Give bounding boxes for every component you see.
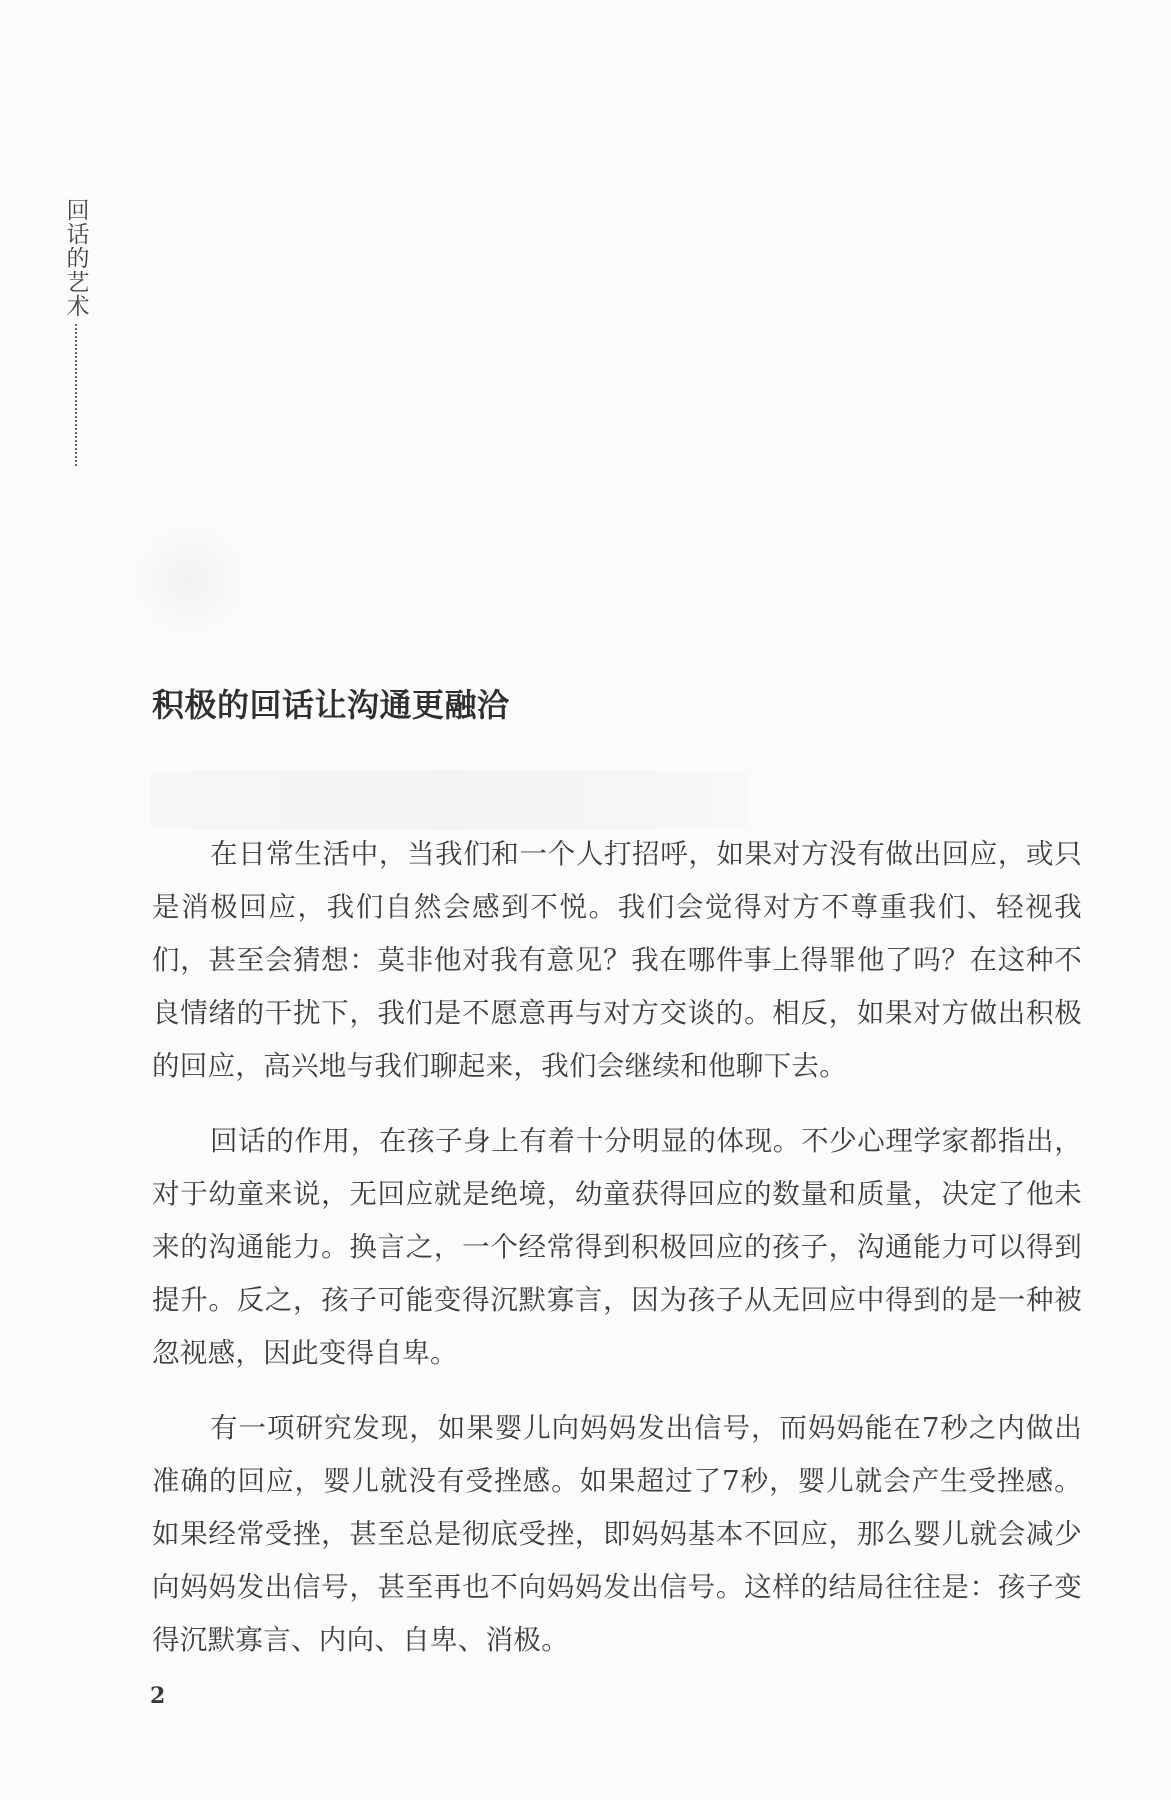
paragraph-2: 回话的作用，在孩子身上有着十分明显的体现。不少心理学家都指出，对于幼童来说，无回应就是绝境，幼童获得回应的数量和质量，决定了他未来的沟通能力。换言之，一个经常得到积极回应的孩子，沟通能力可以得到提升。反之，孩子可能变得沉默寡言，因为孩子从无回应中得到的是一种被忽视感，因此变得自卑。: [152, 1125, 1082, 1369]
section-heading: 积极的回话让沟通更融洽: [152, 686, 510, 724]
show-through-band: [150, 770, 750, 830]
paragraph-1: 在日常生活中，当我们和一个人打招呼，如果对方没有做出回应，或只是消极回应，我们自然会感到不悦。我们会觉得对方不尊重我们、轻视我们，甚至会猜想：莫非他对我有意见？我在哪件事上得罪他了吗？在这种不良情绪的干扰下，我们是不愿意再与对方交谈的。相反，如果对方做出积极的回应，高兴地与我们聊起来，我们会继续和他聊下去。: [152, 838, 1082, 1082]
running-head: [62, 198, 90, 466]
running-head-title: 回话的艺术: [62, 198, 89, 318]
paragraph-3: 有一项研究发现，如果婴儿向妈妈发出信号，而妈妈能在7秒之内做出准确的回应，婴儿就没有受挫感。如果超过了7秒，婴儿就会产生受挫感。如果经常受挫，甚至总是彻底受挫，即妈妈基本不回应，那么婴儿就会减少向妈妈发出信号，甚至再也不向妈妈发出信号。这样的结局往往是：孩子变得沉默寡言、内向、自卑、消极。: [152, 1412, 1082, 1656]
body-text: [152, 828, 1082, 1689]
page-number: 2: [150, 1683, 166, 1709]
scan-artifact: [130, 520, 250, 640]
running-head-dotted-rule: [75, 324, 77, 466]
